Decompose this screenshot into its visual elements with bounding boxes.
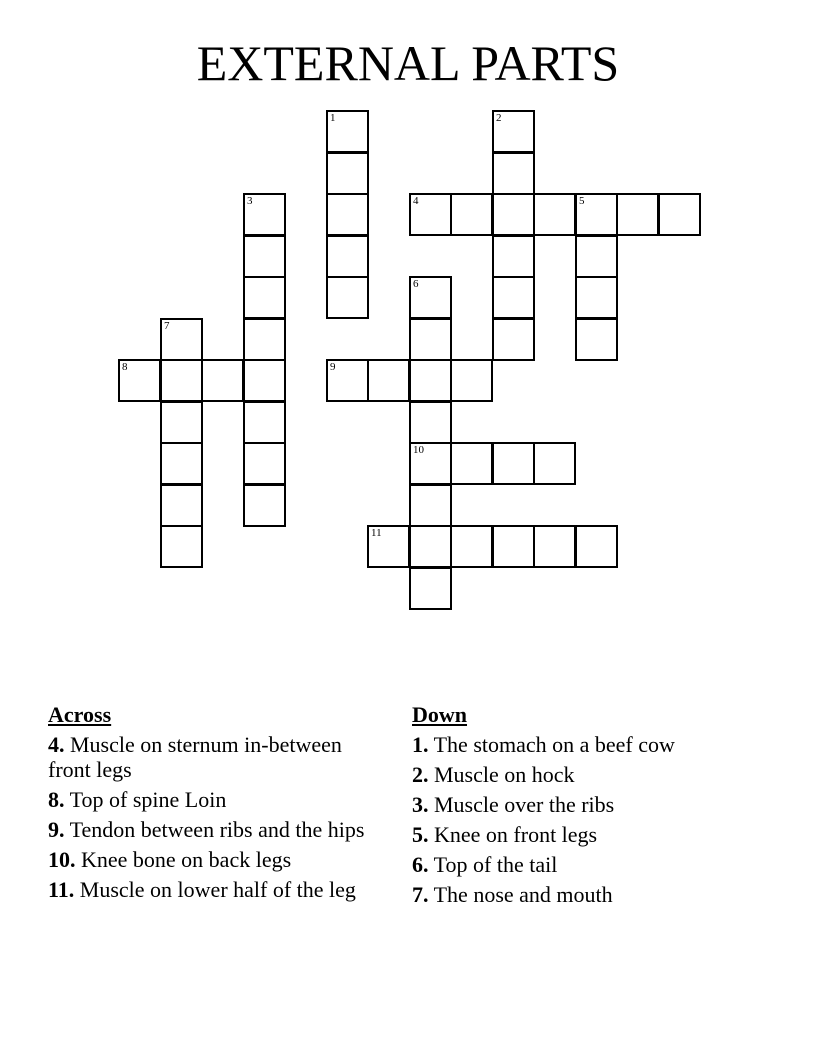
clue-text: Knee bone on back legs (81, 847, 292, 872)
clue-text: Tendon between ribs and the hips (69, 817, 365, 842)
puzzle-title: EXTERNAL PARTS (196, 35, 620, 91)
clue-text: Top of spine Loin (69, 787, 227, 812)
clue-text: Muscle on lower half of the leg (79, 877, 356, 902)
grid-cell[interactable] (243, 193, 286, 236)
clue-number: 1. (412, 732, 429, 757)
grid-cell[interactable] (492, 235, 535, 278)
grid-cell[interactable] (367, 359, 410, 402)
grid-cell[interactable] (326, 152, 369, 195)
clue-number-label: 10 (413, 444, 424, 456)
grid-cell[interactable] (409, 318, 452, 361)
grid-cell[interactable] (492, 193, 535, 236)
grid-cell[interactable] (409, 484, 452, 527)
grid-cell[interactable] (450, 442, 493, 485)
clue-number-label: 3 (247, 195, 253, 207)
grid-cell[interactable] (533, 193, 576, 236)
clue-number: 2. (412, 762, 429, 787)
grid-cell[interactable] (326, 193, 369, 236)
down-clue (412, 732, 772, 757)
clue-text: Top of the tail (433, 852, 558, 877)
grid-cell[interactable] (450, 525, 493, 568)
grid-cell[interactable] (243, 318, 286, 361)
grid-cell[interactable] (160, 401, 203, 444)
grid-cell[interactable] (201, 359, 244, 402)
across-clue (48, 732, 378, 782)
grid-cell[interactable] (160, 525, 203, 568)
grid-cell[interactable] (492, 276, 535, 319)
grid-cell[interactable] (575, 525, 618, 568)
clue-number: 10. (48, 847, 76, 872)
clue-number: 8. (48, 787, 65, 812)
grid-cell[interactable] (409, 401, 452, 444)
clue-number: 7. (412, 882, 429, 907)
grid-cell[interactable] (533, 442, 576, 485)
clue-number-label: 9 (330, 361, 336, 373)
across-clue (48, 877, 378, 902)
grid-cell[interactable] (243, 359, 286, 402)
grid-cell[interactable] (409, 442, 452, 485)
down-clue (412, 882, 772, 907)
grid-cell[interactable] (492, 152, 535, 195)
grid-cell[interactable] (616, 193, 659, 236)
clue-text: Muscle on sternum in-between front legs (48, 732, 342, 782)
down-clues (412, 702, 772, 912)
grid-cell[interactable] (492, 318, 535, 361)
across-clue (48, 787, 378, 812)
down-clue (412, 762, 772, 787)
grid-cell[interactable] (326, 110, 369, 153)
grid-cell[interactable] (575, 235, 618, 278)
grid-cell[interactable] (575, 276, 618, 319)
clue-number-label: 2 (496, 112, 502, 124)
grid-cell[interactable] (367, 525, 410, 568)
grid-cell[interactable] (492, 110, 535, 153)
across-clues (48, 702, 378, 907)
clue-text: Knee on front legs (434, 822, 598, 847)
grid-cell[interactable] (243, 442, 286, 485)
clue-number: 4. (48, 732, 65, 757)
grid-cell[interactable] (326, 276, 369, 319)
down-heading: Down (412, 702, 468, 727)
across-clue (48, 847, 378, 872)
clue-number-label: 1 (330, 112, 336, 124)
grid-cell[interactable] (492, 525, 535, 568)
grid-cell[interactable] (575, 318, 618, 361)
grid-cell[interactable] (243, 484, 286, 527)
clue-text: The nose and mouth (433, 882, 613, 907)
grid-cell[interactable] (243, 235, 286, 278)
down-clue (412, 822, 772, 847)
grid-cell[interactable] (450, 359, 493, 402)
clue-text: The stomach on a beef cow (433, 732, 675, 757)
grid-cell[interactable] (160, 484, 203, 527)
grid-cell[interactable] (409, 276, 452, 319)
grid-cell[interactable] (160, 359, 203, 402)
clue-number-label: 7 (164, 320, 170, 332)
grid-cell[interactable] (160, 318, 203, 361)
grid-cell[interactable] (450, 193, 493, 236)
grid-cell[interactable] (243, 276, 286, 319)
clue-number: 5. (412, 822, 429, 847)
grid-cell[interactable] (326, 359, 369, 402)
grid-cell[interactable] (533, 525, 576, 568)
across-clue (48, 817, 378, 842)
grid-cell[interactable] (409, 567, 452, 610)
clue-number: 3. (412, 792, 429, 817)
down-clue (412, 852, 772, 877)
clue-text: Muscle on hock (434, 762, 575, 787)
grid-cell[interactable] (243, 401, 286, 444)
grid-cell[interactable] (575, 193, 618, 236)
grid-cell[interactable] (658, 193, 701, 236)
grid-cell[interactable] (492, 442, 535, 485)
clue-number: 11. (48, 877, 75, 902)
grid-cell[interactable] (409, 193, 452, 236)
clue-number-label: 6 (413, 278, 419, 290)
grid-cell[interactable] (409, 359, 452, 402)
clue-number-label: 8 (122, 361, 128, 373)
clue-number: 9. (48, 817, 65, 842)
grid-cell[interactable] (118, 359, 161, 402)
clue-number: 6. (412, 852, 429, 877)
across-heading: Across (48, 702, 112, 727)
clue-number-label: 4 (413, 195, 419, 207)
grid-cell[interactable] (326, 235, 369, 278)
grid-cell[interactable] (409, 525, 452, 568)
clue-number-label: 5 (579, 195, 585, 207)
clue-text: Muscle over the ribs (434, 792, 615, 817)
down-clue (412, 792, 772, 817)
clue-number-label: 11 (371, 527, 382, 539)
grid-cell[interactable] (160, 442, 203, 485)
